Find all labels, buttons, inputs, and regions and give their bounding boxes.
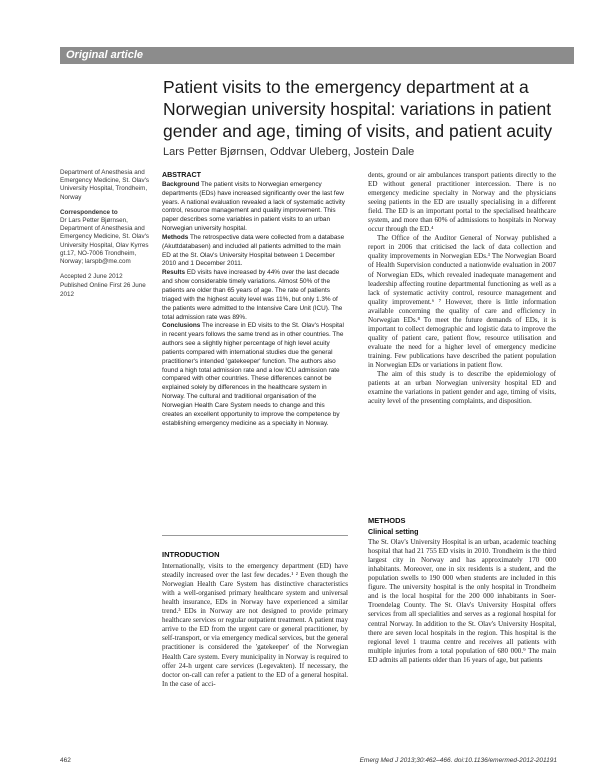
accepted-date: Accepted 2 June 2012: [60, 273, 123, 281]
methods-label: Methods: [162, 233, 189, 241]
author-list: Lars Petter Bjørnsen, Oddvar Uleberg, Jostein Dale: [163, 146, 415, 158]
abstract-conclusions: [162, 322, 347, 428]
published-date: Published Online First 26 June 2012: [60, 282, 146, 298]
correspondence: [60, 209, 152, 266]
clinical-setting-heading: Clinical setting: [368, 528, 419, 537]
background-text: The patient visits to Norwegian emergency departments (EDs) have increased significantly over the last few years. A national evaluation revealed a lack of systematic activity control, resource management and quality improvement. This paper describes some variables in patient visits to an urban Norwegian university hospital.: [162, 180, 345, 233]
author-info-sidebar: [60, 169, 152, 306]
article-title: Patient visits to the emergency department at a Norwegian university hospital: variations in patient gender and age, timing of visits, and patient acuity: [163, 77, 553, 141]
introduction-section: [162, 550, 348, 689]
abstract-results: [162, 269, 347, 322]
methods-section: [368, 516, 556, 665]
methods-text: The retrospective data were collected from a database (Akuttdatabasen) and included all patients admitted to the main ED at the St. Olav's University Hospital between 1 December 2010 and 1 December 2011.: [162, 233, 345, 268]
abstract: [162, 171, 347, 428]
citation-footer: Emerg Med J 2013;30:462–466. doi:10.1136/emermed-2012-201191: [359, 757, 557, 764]
methods-heading: METHODS: [368, 516, 406, 525]
background-label: Background: [162, 180, 200, 188]
conclusions-text: The increase in ED visits to the St. Olav's Hospital in recent years follows the same trend as in other countries. The authors see a slightly higher percentage of high level acuity patients compared with international studies due the general practitioner's intended 'gatekeeper' function. The authors also found a high total admission rate and a low ICU admission rate compared with other countries. These differences cannot be explained solely by differences in the healthcare system in Norway. The cultural and traditional organisation of the Norwegian Health Care System needs to change and this creates an excellent opportunity to improve the competence by establishing emergency medicine as a specialty in Norway.: [162, 322, 344, 427]
paragraph-auditor: The Office of the Auditor General of Norway published a report in 2006 that criticised the lack of data collection and quality improvements in Norwegian EDs.³ The Norwegian Board of Health Supervision conducted a nationwide evaluation in 2007 of Norwegian EDs, which revealed inadequate management and leadership affecting routine departmental functioning as well as a lack of systematic activity control, resource management and quality improvement.⁶ ⁷ However, there is little information available concerning the quality of care and efficiency in Norwegian EDs.⁸ To meet the future demands of EDs, it is important to collect demographic and logistic data to improve the quality of patient care, patient flow, resource utilisation and evaluate the need for a higher level of emergency medicine training. Few publications have described the patient population in Norwegian EDs or variations in patient flow.: [368, 234, 556, 369]
page-number: 462: [60, 757, 71, 764]
abstract-methods: [162, 234, 347, 269]
correspondence-address: Dr Lars Petter Bjørnsen, Department of Anesthesia and Emergency Medicine, St. Olav's University Hospital, Olav Kyrres gt.17, NO-7006 Trondheim, Norway; larspb@me.com: [60, 217, 150, 266]
introduction-text: Internationally, visits to the emergency department (ED) have steadily increased over the last few decades.¹ ² Even though the Norwegian Health Care System has distinctive characteristics with a well-organised primary healthcare system and universal health insurance, EDs in Norway have experienced a similar trend.³ EDs in Norway are not designed to provide primary healthcare services or regular outpatient treatment. A patient may arrive to the ED from the urgent care or general practitioner, by self-transport, or via emergency medical services, but the general practitioner is considered the 'gatekeeper' of the Norwegian Health Care system. Every municipality in Norway is required to offer 24-h urgent care services (Legevakten). If necessary, the doctor on-call can refer a patient to the ED of a general hospital. In the case of acci-: [162, 562, 348, 688]
paragraph-continuation: dents, ground or air ambulances transport patients directly to the ED without general practitioner intercession. There is no emergency medicine specialty in Norway and the physicians seeing patients in the ED are usually specialising in a different field. The ED is an important portal to the specialised healthcare system, and more than 60% of admissions to hospitals in Norway occur through the ED.⁴: [368, 171, 556, 234]
body-column-right: [368, 171, 556, 406]
affiliation: Department of Anesthesia and Emergency Medicine, St. Olav's University Hospital, Trondheim, Norway: [60, 169, 150, 201]
introduction-heading: INTRODUCTION: [162, 550, 220, 559]
paragraph-aim: The aim of this study is to describe the epidemiology of patients at an urban Norwegian university hospital ED and examine the variations in patient gender and age, timing of visits, acuity level of the presenting complaints, and disposition.: [368, 370, 556, 406]
abstract-heading: ABSTRACT: [162, 171, 202, 179]
conclusions-label: Conclusions: [162, 322, 201, 330]
article-type-banner: Original article: [60, 47, 574, 64]
results-text: ED visits have increased by 44% over the last decade and show considerable timely variations. Almost 50% of the patients are older than 65 years of age. The rate of patients triaged with the highest acuity level was 11%, but only 1.3% of the patients were admitted to the Intensive Care Unit (ICU). The total admission rate was 89%.: [162, 269, 343, 321]
abstract-divider: [162, 535, 348, 536]
abstract-background: [162, 181, 347, 234]
results-label: Results: [162, 269, 186, 277]
clinical-setting-text: The St. Olav's University Hospital is an urban, academic teaching hospital that had 21 755 ED visits in 2010. Trondheim is the third largest city in Norway and has approximately 170 000 inhabitants. Moreover, one in six residents is a student, and the population swells to 190 000 when students are included in this figure. The university hospital is the only hospital in Trondheim and is the local hospital for the 200 000 inhabitants in Soer-Troendelag County. The St. Olav's University Hospital offers services from all specialities and serves as a regional hospital for central Norway. In addition to the St. Olav's University Hospital, there are seven local hospitals in the region. This hospital is the regional level 1 trauma centre and receives all patients with multiple injuries from a total population of 680 000.⁹ The main ED admits all patients older than 16 years of age, but patients: [368, 538, 556, 664]
correspondence-heading: Correspondence to: [60, 208, 118, 216]
